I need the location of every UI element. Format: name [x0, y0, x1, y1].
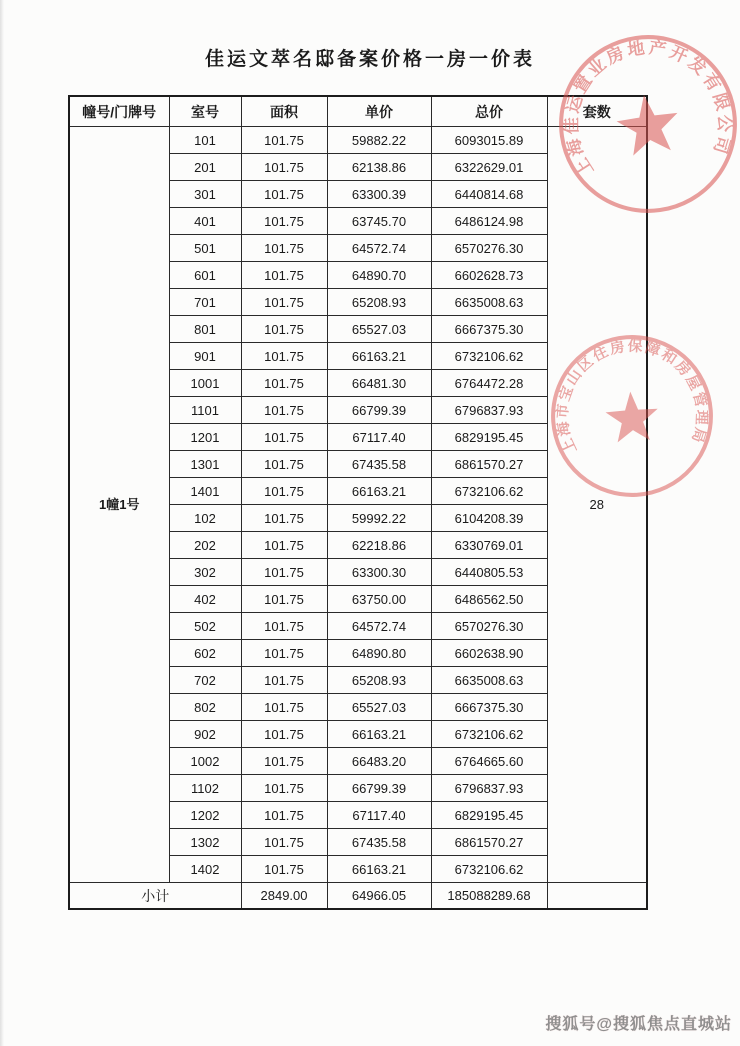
header-building-number: 幢号/门牌号: [69, 96, 169, 127]
total-price-cell: 6861570.27: [431, 829, 547, 856]
area-cell: 101.75: [241, 235, 327, 262]
total-price-cell: 6635008.63: [431, 289, 547, 316]
area-cell: 101.75: [241, 667, 327, 694]
room-number-cell: 102: [169, 505, 241, 532]
subtotal-unit-price: 64966.05: [327, 883, 431, 910]
room-number-cell: 501: [169, 235, 241, 262]
watermark-text: 搜狐号@搜狐焦点直城站: [545, 1016, 732, 1033]
area-cell: 101.75: [241, 802, 327, 829]
unit-price-cell: 67435.58: [327, 829, 431, 856]
total-price-cell: 6602638.90: [431, 640, 547, 667]
unit-price-cell: 65527.03: [327, 316, 431, 343]
total-price-cell: 6093015.89: [431, 127, 547, 154]
room-number-cell: 402: [169, 586, 241, 613]
area-cell: 101.75: [241, 127, 327, 154]
unit-price-cell: 67435.58: [327, 451, 431, 478]
unit-price-cell: 64572.74: [327, 235, 431, 262]
room-number-cell: 801: [169, 316, 241, 343]
room-number-cell: 902: [169, 721, 241, 748]
room-number-cell: 1401: [169, 478, 241, 505]
area-cell: 101.75: [241, 829, 327, 856]
room-number-cell: 201: [169, 154, 241, 181]
total-price-cell: 6764472.28: [431, 370, 547, 397]
area-cell: 101.75: [241, 262, 327, 289]
room-number-cell: 701: [169, 289, 241, 316]
header-row: [69, 96, 647, 127]
area-cell: 101.75: [241, 586, 327, 613]
total-price-cell: 6602628.73: [431, 262, 547, 289]
area-cell: 101.75: [241, 424, 327, 451]
area-cell: 101.75: [241, 856, 327, 883]
room-number-cell: 301: [169, 181, 241, 208]
area-cell: 101.75: [241, 181, 327, 208]
area-cell: 101.75: [241, 748, 327, 775]
room-number-cell: 1202: [169, 802, 241, 829]
header-unit-count: 套数: [547, 96, 647, 127]
total-price-cell: 6635008.63: [431, 667, 547, 694]
room-number-cell: 1001: [169, 370, 241, 397]
room-number-cell: 101: [169, 127, 241, 154]
unit-price-cell: 67117.40: [327, 424, 431, 451]
header-unit-price: 单价: [327, 96, 431, 127]
total-price-cell: 6732106.62: [431, 721, 547, 748]
area-cell: 101.75: [241, 775, 327, 802]
room-number-cell: 601: [169, 262, 241, 289]
header-room-number: 室号: [169, 96, 241, 127]
area-cell: 101.75: [241, 559, 327, 586]
unit-price-cell: 63300.30: [327, 559, 431, 586]
unit-price-cell: 63750.00: [327, 586, 431, 613]
unit-price-cell: 66799.39: [327, 775, 431, 802]
total-price-cell: 6104208.39: [431, 505, 547, 532]
unit-price-cell: 63745.70: [327, 208, 431, 235]
subtotal-row: [69, 883, 647, 910]
unit-price-cell: 65208.93: [327, 289, 431, 316]
area-cell: 101.75: [241, 397, 327, 424]
area-cell: 101.75: [241, 721, 327, 748]
subtotal-total-price: 185088289.68: [431, 883, 547, 910]
area-cell: 101.75: [241, 694, 327, 721]
unit-price-cell: 59992.22: [327, 505, 431, 532]
area-cell: 101.75: [241, 640, 327, 667]
area-cell: 101.75: [241, 370, 327, 397]
unit-price-cell: 65527.03: [327, 694, 431, 721]
unit-price-cell: 63300.39: [327, 181, 431, 208]
table-row: [69, 127, 647, 154]
total-price-cell: 6440805.53: [431, 559, 547, 586]
scan-edge-artifact: [0, 0, 4, 1046]
unit-price-cell: 66483.20: [327, 748, 431, 775]
area-cell: 101.75: [241, 154, 327, 181]
total-price-cell: 6570276.30: [431, 235, 547, 262]
area-cell: 101.75: [241, 532, 327, 559]
total-price-cell: 6570276.30: [431, 613, 547, 640]
area-cell: 101.75: [241, 316, 327, 343]
room-number-cell: 802: [169, 694, 241, 721]
room-number-cell: 901: [169, 343, 241, 370]
total-price-cell: 6486562.50: [431, 586, 547, 613]
total-price-cell: 6667375.30: [431, 694, 547, 721]
area-cell: 101.75: [241, 505, 327, 532]
room-number-cell: 1002: [169, 748, 241, 775]
bureau-stamp-text: 上海市宝山区住房保障和房屋管理局: [554, 338, 709, 456]
room-number-cell: 702: [169, 667, 241, 694]
company-stamp-text: 上海佳运置业房地产开发有限公司: [561, 37, 735, 180]
room-number-cell: 1301: [169, 451, 241, 478]
area-cell: 101.75: [241, 613, 327, 640]
unit-price-cell: 64572.74: [327, 613, 431, 640]
subtotal-empty-cell: [547, 883, 647, 910]
unit-price-cell: 66481.30: [327, 370, 431, 397]
unit-price-cell: 59882.22: [327, 127, 431, 154]
room-number-cell: 1102: [169, 775, 241, 802]
unit-price-cell: 66163.21: [327, 721, 431, 748]
area-cell: 101.75: [241, 478, 327, 505]
total-price-cell: 6732106.62: [431, 856, 547, 883]
unit-price-cell: 65208.93: [327, 667, 431, 694]
building-cell: 1幢1号: [69, 127, 169, 883]
unit-price-cell: 64890.80: [327, 640, 431, 667]
unit-price-cell: 62218.86: [327, 532, 431, 559]
total-price-cell: 6861570.27: [431, 451, 547, 478]
room-number-cell: 1201: [169, 424, 241, 451]
price-table: [68, 95, 648, 910]
unit-price-cell: 66799.39: [327, 397, 431, 424]
subtotal-label: 小计: [69, 883, 241, 910]
unit-price-cell: 66163.21: [327, 856, 431, 883]
total-price-cell: 6732106.62: [431, 343, 547, 370]
unit-price-cell: 64890.70: [327, 262, 431, 289]
total-price-cell: 6829195.45: [431, 802, 547, 829]
header-total-price: 总价: [431, 96, 547, 127]
room-number-cell: 602: [169, 640, 241, 667]
area-cell: 101.75: [241, 451, 327, 478]
total-price-cell: 6667375.30: [431, 316, 547, 343]
page-title: 佳运文萃名邸备案价格一房一价表: [204, 49, 535, 70]
unit-price-cell: 62138.86: [327, 154, 431, 181]
total-price-cell: 6440814.68: [431, 181, 547, 208]
room-number-cell: 1101: [169, 397, 241, 424]
area-cell: 101.75: [241, 289, 327, 316]
unit-price-cell: 66163.21: [327, 343, 431, 370]
total-price-cell: 6796837.93: [431, 397, 547, 424]
total-price-cell: 6330769.01: [431, 532, 547, 559]
room-number-cell: 1302: [169, 829, 241, 856]
total-price-cell: 6764665.60: [431, 748, 547, 775]
unit-price-cell: 66163.21: [327, 478, 431, 505]
total-price-cell: 6796837.93: [431, 775, 547, 802]
room-number-cell: 202: [169, 532, 241, 559]
room-number-cell: 502: [169, 613, 241, 640]
room-number-cell: 1402: [169, 856, 241, 883]
area-cell: 101.75: [241, 343, 327, 370]
room-number-cell: 401: [169, 208, 241, 235]
subtotal-area: 2849.00: [241, 883, 327, 910]
total-price-cell: 6322629.01: [431, 154, 547, 181]
area-cell: 101.75: [241, 208, 327, 235]
unit-count-cell: 28: [547, 127, 647, 883]
total-price-cell: 6732106.62: [431, 478, 547, 505]
room-number-cell: 302: [169, 559, 241, 586]
total-price-cell: 6829195.45: [431, 424, 547, 451]
header-area: 面积: [241, 96, 327, 127]
unit-price-cell: 67117.40: [327, 802, 431, 829]
total-price-cell: 6486124.98: [431, 208, 547, 235]
